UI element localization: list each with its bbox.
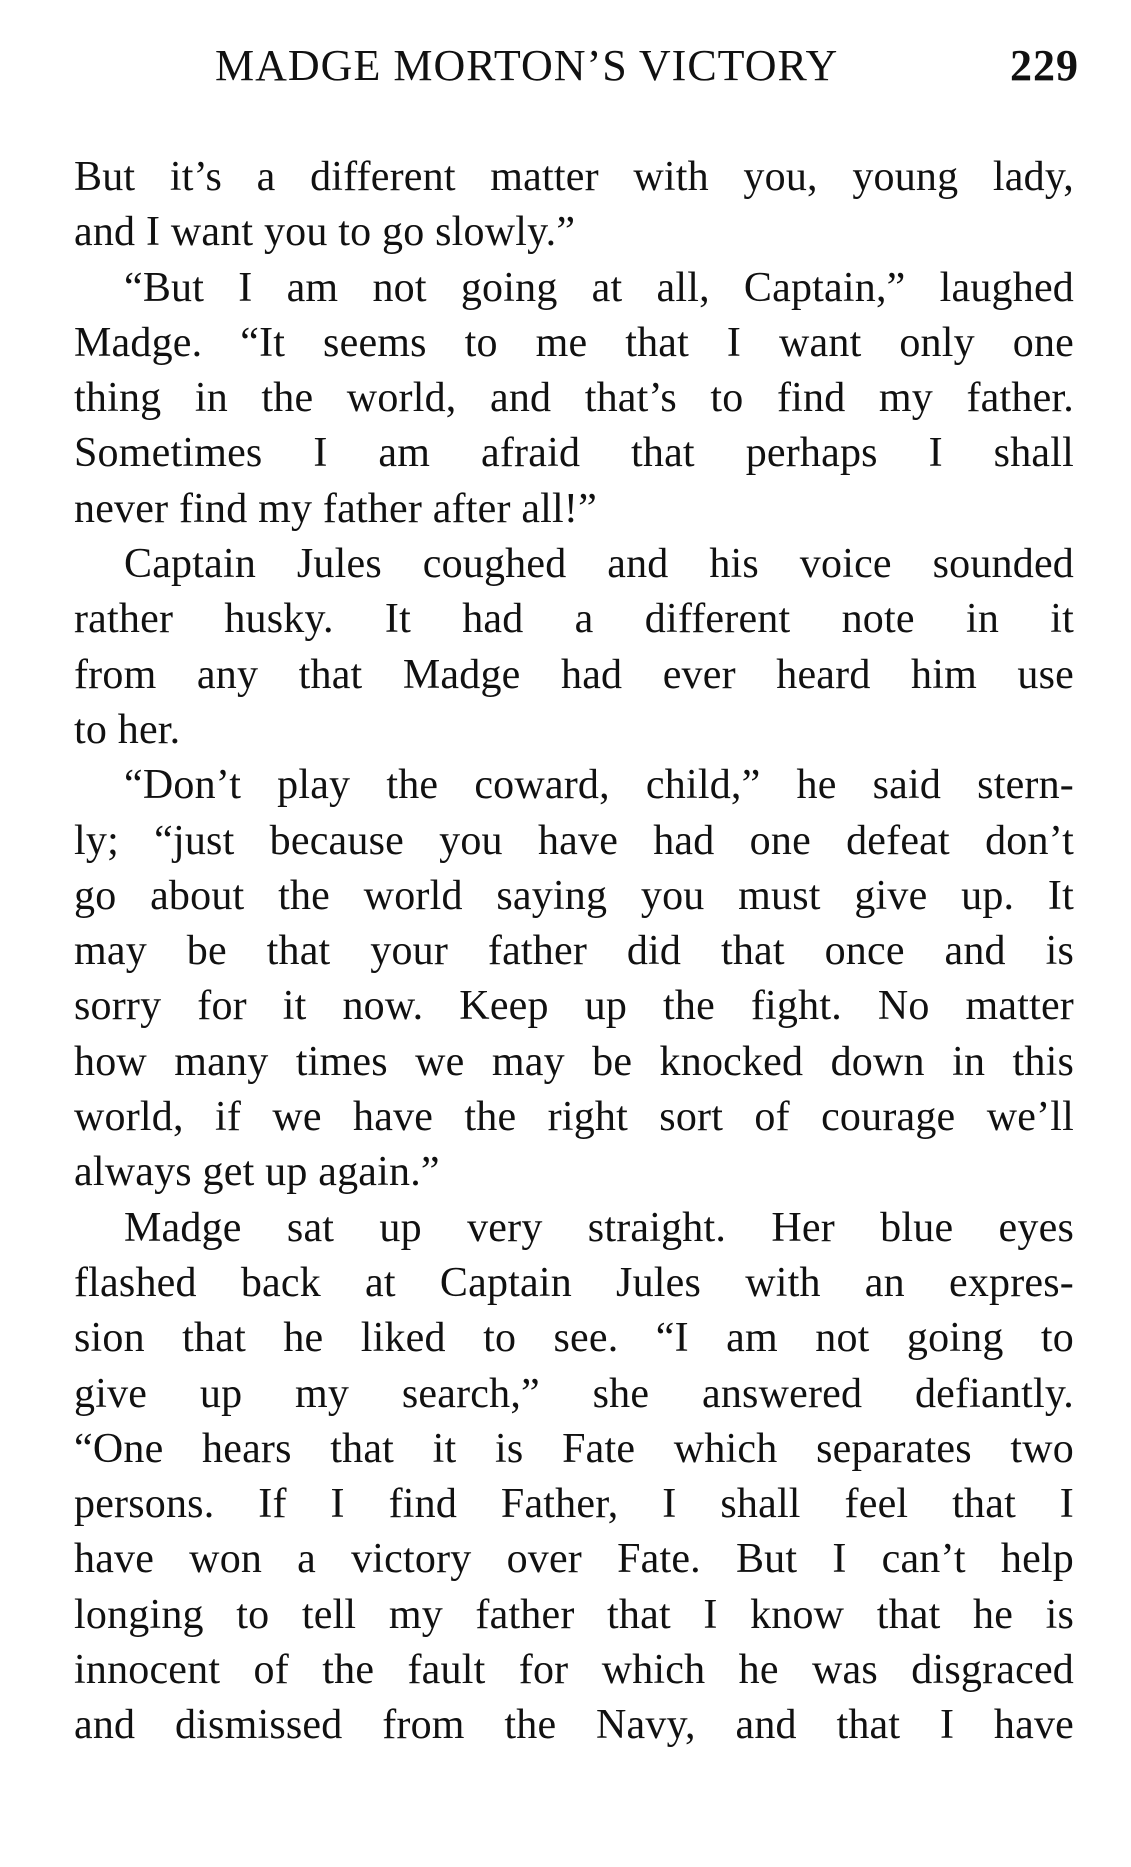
text-line: persons. If I find Father, I shall feel that I bbox=[74, 1481, 1074, 1528]
text-line: sorry for it now. Keep up the fight. No matter bbox=[74, 983, 1074, 1030]
running-title: MADGE MORTON’S VICTORY bbox=[215, 41, 839, 90]
text-line: may be that your father did that once and is bbox=[74, 928, 1074, 975]
text-line: have won a victory over Fate. But I can’t help bbox=[74, 1536, 1074, 1583]
text-line: from any that Madge had ever heard him use bbox=[74, 651, 1074, 698]
text-line: how many times we may be knocked down in this bbox=[74, 1038, 1074, 1085]
text-line: “One hears that it is Fate which separates two bbox=[74, 1425, 1074, 1472]
text-line: “But I am not going at all, Captain,” laughed bbox=[124, 264, 1074, 311]
text-line: Madge sat up very straight. Her blue eyes bbox=[124, 1204, 1074, 1251]
text-line: always get up again.” bbox=[74, 1149, 440, 1196]
text-line: Madge. “It seems to me that I want only one bbox=[74, 319, 1074, 366]
text-line: give up my search,” she answered defiantly. bbox=[74, 1370, 1074, 1417]
text-line: rather husky. It had a different note in it bbox=[74, 596, 1074, 643]
text-line: and I want you to go slowly.” bbox=[74, 209, 576, 256]
text-line: to her. bbox=[74, 706, 181, 753]
page-body-text bbox=[74, 150, 1074, 1754]
text-line: never find my father after all!” bbox=[74, 485, 597, 532]
text-line: and dismissed from the Navy, and that I have bbox=[74, 1702, 1074, 1749]
page-number: 229 bbox=[1010, 41, 1079, 90]
text-line: Sometimes I am afraid that perhaps I shall bbox=[74, 430, 1074, 477]
text-line: “Don’t play the coward, child,” he said stern- bbox=[124, 762, 1074, 809]
text-line: thing in the world, and that’s to find my father. bbox=[74, 375, 1074, 422]
text-line: world, if we have the right sort of courage we’ll bbox=[74, 1094, 1074, 1141]
text-line: sion that he liked to see. “I am not going to bbox=[74, 1315, 1074, 1362]
text-line: flashed back at Captain Jules with an expres- bbox=[74, 1259, 1074, 1306]
text-line: Captain Jules coughed and his voice sounded bbox=[124, 541, 1074, 588]
text-line: innocent of the fault for which he was disgraced bbox=[74, 1647, 1074, 1694]
page-header bbox=[215, 40, 1079, 110]
text-line: longing to tell my father that I know that he is bbox=[74, 1591, 1074, 1638]
text-line: go about the world saying you must give up. It bbox=[74, 872, 1074, 919]
text-line: ly; “just because you have had one defeat don’t bbox=[74, 817, 1074, 864]
text-line: But it’s a different matter with you, young lady, bbox=[74, 154, 1074, 200]
